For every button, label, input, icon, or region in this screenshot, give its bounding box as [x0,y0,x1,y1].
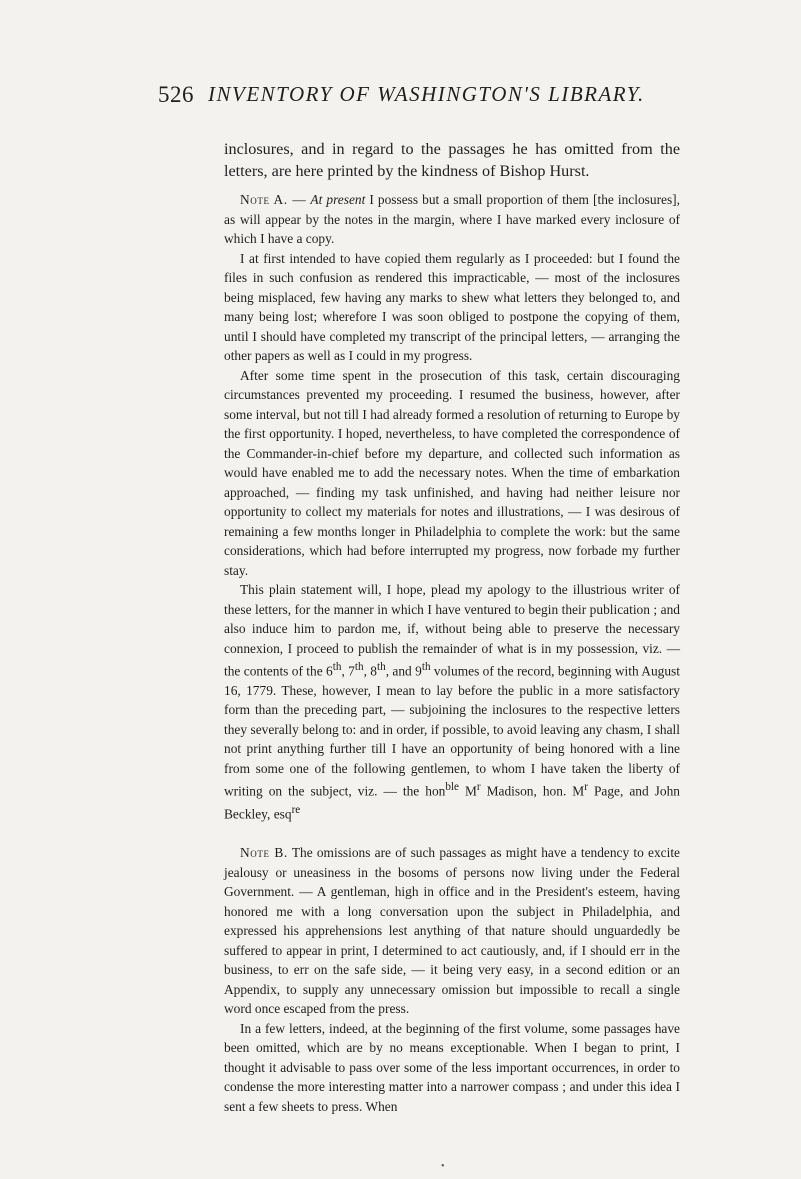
superscript: th [421,661,431,673]
text-run: M [458,783,477,799]
superscript: re [291,804,301,817]
text-run: , 8 [363,663,377,679]
superscript: th [377,661,386,673]
note-a-first-paragraph [224,190,680,249]
superscript: ble [445,781,459,794]
note-a-emphasis: At present [310,192,366,207]
text-run: Madison, hon. M [480,783,585,799]
note-b-first-paragraph [224,843,680,1019]
page-number: 526 [158,82,194,107]
note-a-paragraph: I at first intended to have copied them regularly as I proceeded: but I found the files in such confusion as rendered this impracticable, — most of the inclosures being misplaced, few having any marks to shew what letters they belonged to, and many being lost; wherefore I was soon obliged to postpone the copying of them, until I should have completed my transcript of the principal letters, — arranging the other papers as well as I could in my progress. [224,250,680,363]
note-a-label: Note A. — [240,192,307,207]
note-b-paragraph: In a few letters, indeed, at the beginning of the first volume, some passages have been omitted, which are by no means exceptionable. When I began to print, I thought it advisable to pass over some of the less important occurrences, in order to condense the more interesting matter into a narrower compass ; and under this idea I sent a few sheets to press. When [224,1020,680,1114]
text-run: volumes of the record, beginning with August 16, 1779. These, however, I mean to lay before the public in a more satisfactory form than the preceding part, — subjoining the inclosures to the respective letters they severally belong to: and in order, if possible, to avoid leaving any chasm, I shall not print anything further till I have an opportunity of being honored with a line from some one of the following gentlemen, to whom I have taken the liberty of writing on the subject, viz. — the hon [224,663,680,799]
superscript: th [354,661,364,673]
body-text [224,138,680,1116]
running-head: INVENTORY OF WASHINGTON'S LIBRARY. [208,82,645,106]
text-run: Page, and John Beckley, esq [224,783,680,822]
note-a [224,190,680,824]
page-header [160,82,680,110]
note-b-first-text: The omissions are of such passages as might have a tendency to excite jealousy or uneasiness in the bosoms of persons now living under the Federal Government. — A gentleman, high in office and in the President's esteem, having honored me with a long conversation upon the subject in Philadelphia, and expressed his apprehensions lest anything of that nature should unguardedly be suffered to appear in print, I determined to act cautiously, and, if I should err in the business, to err on the safe side, — it being very easy, in a second edition or an Appendix, to supply any unnecessary omission but impossible to recall a single word once escaped from the press. [224,845,680,1017]
superscript: th [332,661,342,673]
note-a-first-text: I possess but a small proportion of them [the inclosures], as will appear by the notes in the margin, where I have marked every inclosure of which I have a copy. [224,192,680,246]
note-a-paragraph: After some time spent in the prosecution of this task, certain discouraging circumstances prevented my proceeding. I resumed the business, however, after some interval, but not till I had already formed a resolution of returning to Europe by the first opportunity. I hoped, nevertheless, to have completed the correspondence of the Commander-in-chief before my departure, and collected such information as would have enabled me to add the necessary notes. When the time of embarkation approached, — finding my task unfinished, and having had neither leisure nor opportunity to collect my materials for notes and illustrations, — I was desirous of remaining a few months longer in Philadelphia to complete the work: but the same considerations, which had before interrupted my progress, now forbade my further stay. [224,367,680,578]
text-run: This plain statement will, I hope, plead my apology to the illustrious writer of these letters, for the manner in which I have ventured to begin their publication ; and also induce him to pardon me, if, without being able to preserve the necessary connexion, I proceed to publish the remainder of what is in my possession, viz. — the contents of the 6 [224,582,680,679]
text-run: , 7 [341,663,355,679]
note-b [224,843,680,1116]
text-run: , and 9 [385,663,422,679]
intro-paragraph: inclosures, and in regard to the passages he has omitted from the letters, are here printed by the kindness of Bishop Hurst. [224,140,680,180]
note-b-label: Note B. [240,845,288,861]
superscript: r [476,781,481,794]
superscript: r [584,781,588,794]
footer-dot: • [441,1161,445,1172]
note-a-last-paragraph [224,580,680,824]
